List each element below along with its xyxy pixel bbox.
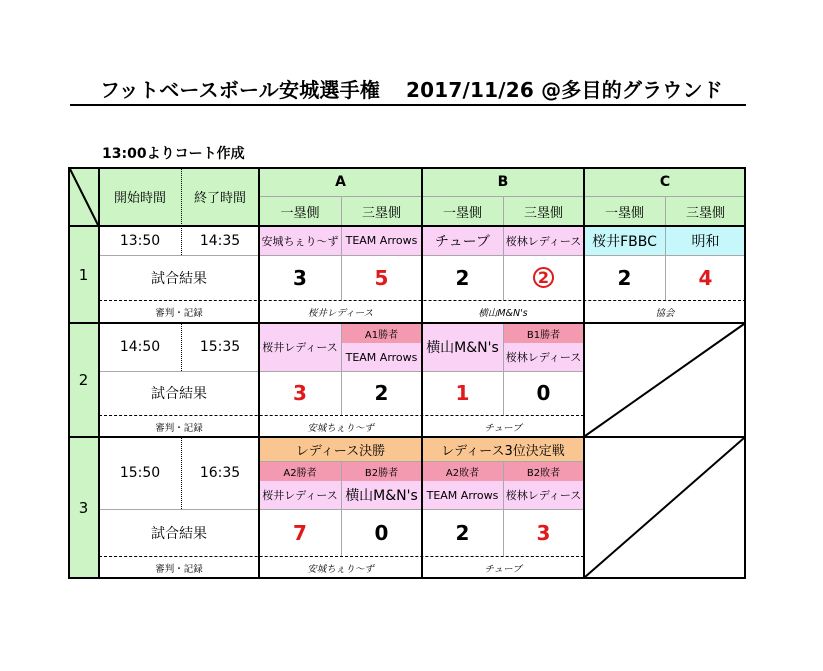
header-a-first-base: 一塁側 bbox=[259, 196, 341, 226]
start-time: 15:50 bbox=[119, 465, 161, 481]
header-court-a: A bbox=[259, 167, 422, 196]
tag-a3-first: A2勝者 bbox=[259, 461, 341, 481]
title-underline bbox=[70, 104, 746, 106]
umpire-label: 審判・記録 bbox=[155, 422, 203, 434]
team-a2-third: TEAM Arrows bbox=[341, 343, 422, 371]
score-c1-first: 2 bbox=[617, 265, 632, 290]
referee-a2: 安城ちぇり～ず bbox=[307, 422, 374, 434]
corner-diagonal bbox=[70, 169, 98, 225]
header-b-third-base: 三塁側 bbox=[503, 196, 584, 226]
team-a3-first: 桜井レディース bbox=[259, 481, 341, 509]
header-a-third-base: 三塁側 bbox=[341, 196, 422, 226]
setup-note: 13:00よりコート作成 bbox=[102, 146, 245, 162]
score-a1-first: 3 bbox=[293, 265, 307, 290]
tag-a2-third: A1勝者 bbox=[341, 323, 422, 343]
header-c-first-base: 一塁側 bbox=[584, 196, 665, 226]
empty-court-c3-slash bbox=[585, 438, 744, 577]
team-b1-first: チューブ bbox=[422, 226, 503, 255]
team-c1-third: 明和 bbox=[665, 226, 746, 255]
team-b3-first: TEAM Arrows bbox=[422, 481, 503, 509]
schedule-table bbox=[68, 167, 746, 579]
tag-a3-third: B2勝者 bbox=[341, 461, 422, 481]
referee-b3: チューブ bbox=[484, 564, 522, 575]
team-c1-first: 桜井FBBC bbox=[584, 226, 665, 255]
score-b3-third: 3 bbox=[536, 520, 551, 545]
umpire-label: 審判・記録 bbox=[155, 564, 203, 575]
tag-b3-first: A2敗者 bbox=[422, 461, 503, 481]
team-b2-first: 横山M&N's bbox=[422, 323, 503, 371]
result-label: 試合結果 bbox=[151, 525, 207, 542]
round-number: 3 bbox=[68, 437, 99, 579]
start-time: 14:50 bbox=[119, 339, 161, 355]
header-end-time: 終了時間 bbox=[181, 167, 259, 226]
referee-b2: チューブ bbox=[484, 422, 522, 434]
score-a2-first: 3 bbox=[293, 381, 307, 405]
match-title-a3: レディース決勝 bbox=[259, 437, 422, 461]
tag-b3-third: B2敗者 bbox=[503, 461, 584, 481]
header-b-first-base: 一塁側 bbox=[422, 196, 503, 226]
empty-court-c2-slash bbox=[585, 324, 744, 436]
header-c-third-base: 三塁側 bbox=[665, 196, 746, 226]
score-a1-third: 5 bbox=[374, 265, 389, 290]
end-time: 14:35 bbox=[199, 232, 241, 249]
header-start-time: 開始時間 bbox=[99, 167, 181, 226]
result-label: 試合結果 bbox=[151, 386, 207, 402]
header-court-c: C bbox=[584, 167, 746, 196]
tag-b2-third: B1勝者 bbox=[503, 323, 584, 343]
score-a2-third: 2 bbox=[374, 381, 389, 405]
draw-circle-mark: 2 bbox=[533, 267, 554, 288]
round-number: 2 bbox=[68, 323, 99, 437]
score-c1-third: 4 bbox=[698, 265, 713, 290]
header-court-b: B bbox=[422, 167, 584, 196]
team-a2-first: 桜井レディース bbox=[259, 323, 341, 371]
team-a1-first: 安城ちぇり～ず bbox=[259, 226, 341, 255]
referee-a3: 安城ちぇり～ず bbox=[307, 564, 374, 575]
event-date: 2017/11/26 bbox=[406, 78, 534, 102]
referee-a1: 桜井レディース bbox=[307, 308, 374, 319]
diagonal-strikes bbox=[68, 167, 746, 579]
page-title bbox=[100, 74, 723, 103]
team-a3-third: 横山M&N's bbox=[341, 481, 422, 509]
score-b2-first: 1 bbox=[455, 381, 470, 405]
referee-b1: 横山M&N's bbox=[478, 308, 528, 319]
team-b3-third: 桜林レディース bbox=[503, 481, 584, 509]
match-title-b3: レディース3位決定戦 bbox=[422, 437, 584, 461]
end-time: 15:35 bbox=[199, 339, 241, 355]
score-a3-first: 7 bbox=[293, 520, 307, 545]
team-a1-third: TEAM Arrows bbox=[341, 226, 422, 255]
round-number: 1 bbox=[68, 226, 99, 323]
score-a3-third: 0 bbox=[374, 520, 389, 545]
event-name: フットベースボール安城選手権 bbox=[100, 78, 380, 102]
score-b1-first: 2 bbox=[455, 265, 470, 290]
score-b2-third: 0 bbox=[536, 381, 551, 405]
result-label: 試合結果 bbox=[151, 270, 207, 287]
event-venue: @多目的グラウンド bbox=[541, 78, 723, 102]
team-b2-third: 桜林レディース bbox=[503, 343, 584, 371]
umpire-label: 審判・記録 bbox=[155, 308, 203, 319]
team-b1-third: 桜林レディース bbox=[503, 226, 584, 255]
end-time: 16:35 bbox=[199, 465, 241, 481]
start-time: 13:50 bbox=[119, 232, 161, 249]
score-b3-first: 2 bbox=[455, 520, 470, 545]
referee-c1: 協会 bbox=[655, 308, 675, 319]
